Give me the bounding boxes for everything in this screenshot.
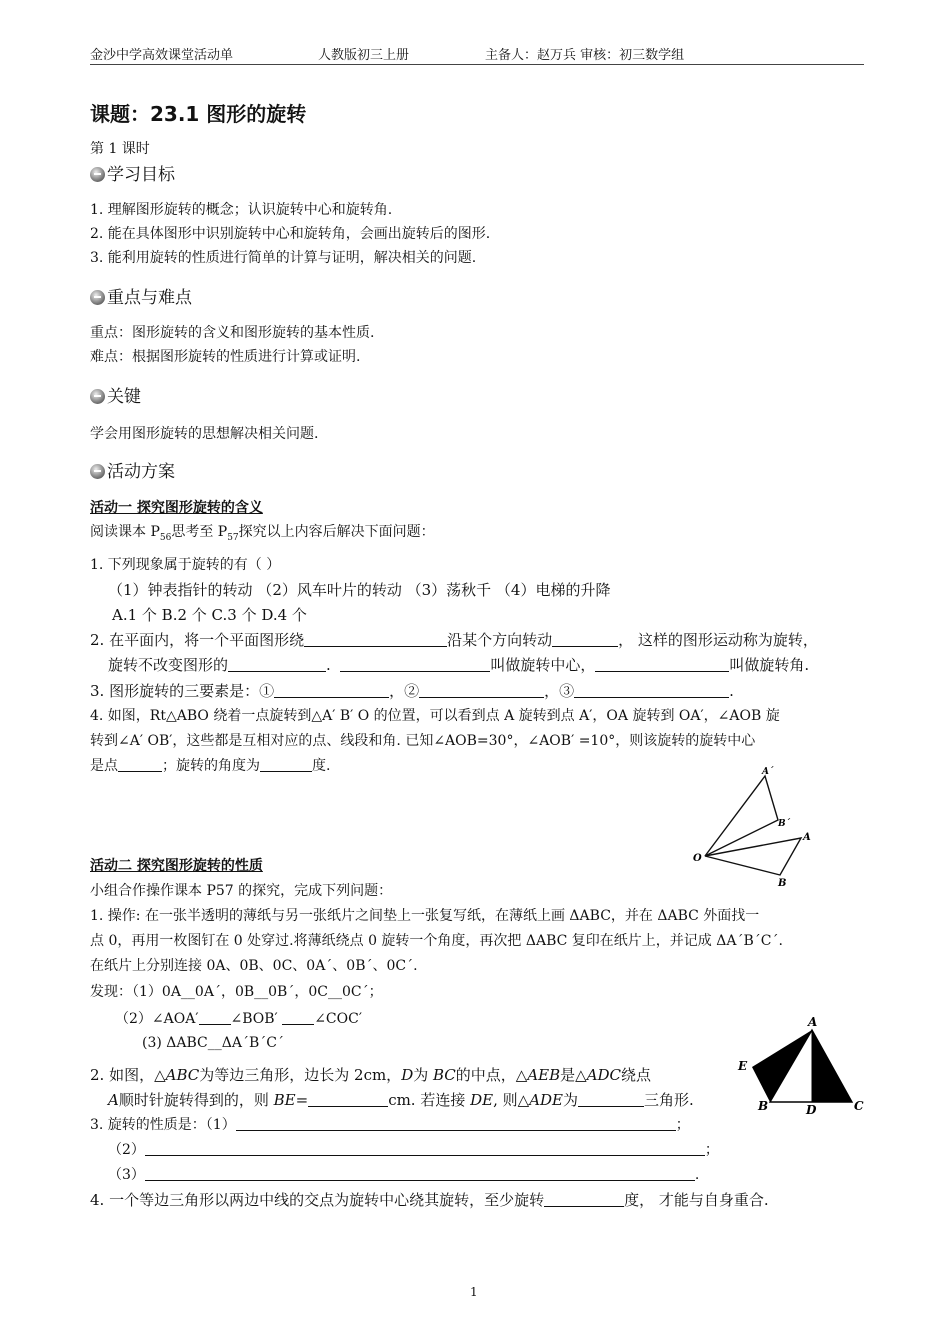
header-preparer: 主备人：赵万兵 审核：初三数学组 xyxy=(485,48,685,63)
answer-blank[interactable] xyxy=(304,632,447,647)
operation-line2: 点 0，再用一枚图钉在 0 处穿过.将薄纸绕点 0 旋转一个角度，再次把 ΔABC 复印在纸片上，并记成 ΔA´B´C´. xyxy=(90,933,783,949)
lesson-number: 第 1 课时 xyxy=(90,141,150,157)
answer-blank[interactable] xyxy=(419,683,544,698)
activity2-title: 活动二 探究图形旋转的性质 xyxy=(90,858,263,874)
question-2-line1: 2. 在平面内，将一个平面图形绕 沿某个方向转动 ， 这样的图形运动称为旋转， xyxy=(90,631,818,649)
label-a: A xyxy=(803,832,811,843)
answer-blank[interactable] xyxy=(574,683,729,698)
label-e: E xyxy=(738,1059,748,1073)
goal-item: 3. 能利用旋转的性质进行简单的计算与证明，解决相关的问题. xyxy=(90,250,477,266)
question-4-line1: 4. 如图，Rt△ABO 绕着一点旋转到△A′ B′ O 的位置，可以看到点 A 旋转到点 A′，OA 旋转到 OA′，∠AOB 旋 xyxy=(90,708,780,724)
question-3: 3. 图形旋转的三要素是：① ，② ，③ . xyxy=(90,682,734,700)
answer-blank[interactable] xyxy=(552,632,618,647)
activity1-intro: 阅读课本 $P_{56}$思考至 $P_{57}$探究以上内容后解决下面问题： xyxy=(90,524,435,543)
header-school: 金沙中学高效课堂活动单 xyxy=(90,48,234,63)
header-textbook: 人教版初三上册 xyxy=(318,48,410,63)
page-header xyxy=(90,44,864,65)
goal-item: 2. 能在具体图形中识别旋转中心和旋转角，会画出旋转后的图形. xyxy=(90,226,491,242)
triangle-abo xyxy=(705,838,801,875)
section-bullet-icon xyxy=(90,464,105,479)
activity2-question-3-line1: 3. 旋转的性质是：（1） ； xyxy=(90,1117,690,1133)
page-number: 1 xyxy=(470,1285,478,1299)
label-o: O xyxy=(693,853,702,864)
section-bullet-icon xyxy=(90,290,105,305)
answer-blank[interactable] xyxy=(199,1010,231,1025)
answer-blank[interactable] xyxy=(308,1092,388,1107)
equilateral-rotation-figure xyxy=(730,1010,870,1120)
finding-3: (3) ΔABC__ΔA´B´C´ xyxy=(142,1035,284,1051)
key-point: 重点：图形旋转的含义和图形旋转的基本性质. xyxy=(90,325,375,341)
label-a: A xyxy=(808,1015,818,1029)
section-bullet-icon xyxy=(90,167,105,182)
answer-blank[interactable] xyxy=(228,657,326,672)
answer-blank[interactable] xyxy=(236,1116,676,1131)
activity2-question-2-line2: A顺时针旋转得到的，则 BE= cm. 若连接 DE, 则△ADE为 三角形. xyxy=(108,1091,694,1109)
question-2-line2: 旋转不改变图形的 . 叫做旋转中心， 叫做旋转角. xyxy=(108,656,810,674)
question-1: 1. 下列现象属于旋转的有（ ） xyxy=(90,557,281,573)
goal-item: 1. 理解图形旋转的概念；认识旋转中心和旋转角. xyxy=(90,202,393,218)
activity2-question-3-line3: （3） . xyxy=(108,1167,700,1183)
label-c: C xyxy=(854,1099,864,1113)
label-b: B xyxy=(778,878,787,889)
question-4-line2: 转到∠A′ OB′，这些都是互相对应的点、线段和角. 已知∠AOB=30°，∠AOB′ =10°，则该旋转的旋转中心 xyxy=(90,733,756,749)
section-plan-heading: 活动方案 xyxy=(90,457,175,482)
answer-blank[interactable] xyxy=(260,757,312,772)
operation-line1: 1. 操作: 在一张半透明的薄纸与另一张纸片之间垫上一张复写纸，在薄纸上画 ΔABC，并在 ΔABC 外面找一 xyxy=(90,908,760,924)
answer-blank[interactable] xyxy=(274,683,389,698)
section-goals-heading: 学习目标 xyxy=(90,160,175,185)
activity2-intro: 小组合作操作课本 P57 的探究，完成下列问题： xyxy=(90,883,393,899)
question-1-items: （1）钟表指针的转动 （2）风车叶片的转动 （3）荡秋千 （4）电梯的升降 xyxy=(108,581,611,599)
activity1-title: 活动一 探究图形旋转的含义 xyxy=(90,500,263,516)
section-key-heading: 重点与难点 xyxy=(90,283,192,308)
label-a-prime: A´ xyxy=(762,767,774,777)
rotation-figure-1 xyxy=(685,762,825,892)
answer-blank[interactable] xyxy=(578,1092,644,1107)
finding-1: 发现：（1）0A__0A´，0B__0B´，0C__0C´； xyxy=(90,984,383,1000)
difficult-point: 难点：根据图形旋转的性质进行计算或证明. xyxy=(90,349,361,365)
page-title: 课题：23.1 图形的旋转 xyxy=(90,102,307,126)
answer-blank[interactable] xyxy=(282,1010,314,1025)
activity2-question-3-line2: （2） ； xyxy=(108,1142,719,1158)
label-b-prime: B´ xyxy=(778,819,791,829)
section-crux-heading: 关键 xyxy=(90,382,141,407)
answer-blank[interactable] xyxy=(145,1166,695,1181)
answer-blank[interactable] xyxy=(340,657,490,672)
crux-text: 学会用图形旋转的思想解决相关问题. xyxy=(90,426,319,442)
activity2-question-4: 4. 一个等边三角形以两边中线的交点为旋转中心绕其旋转，至少旋转 度， 才能与自身重合. xyxy=(90,1191,769,1209)
finding-2: （2）∠AOA′ ∠BOB′ ∠COC′ xyxy=(115,1011,363,1027)
answer-blank[interactable] xyxy=(118,757,162,772)
label-b: B xyxy=(758,1099,769,1113)
triangle-aeb xyxy=(752,1030,812,1102)
question-4-line3: 是点 ；旋转的角度为 度. xyxy=(90,758,331,774)
label-d: D xyxy=(806,1103,817,1117)
section-bullet-icon xyxy=(90,389,105,404)
answer-blank[interactable] xyxy=(544,1192,624,1207)
answer-blank[interactable] xyxy=(145,1141,705,1156)
activity2-question-2-line1: 2. 如图，△ABC为等边三角形，边长为 2cm，D为 BC的中点，△AEB是△ADC绕点 xyxy=(90,1066,652,1084)
question-1-options: A.1 个 B.2 个 C.3 个 D.4 个 xyxy=(112,606,307,624)
answer-blank[interactable] xyxy=(595,657,729,672)
operation-line3: 在纸片上分别连接 0A、0B、0C、0A´、0B´、0C´. xyxy=(90,958,418,974)
